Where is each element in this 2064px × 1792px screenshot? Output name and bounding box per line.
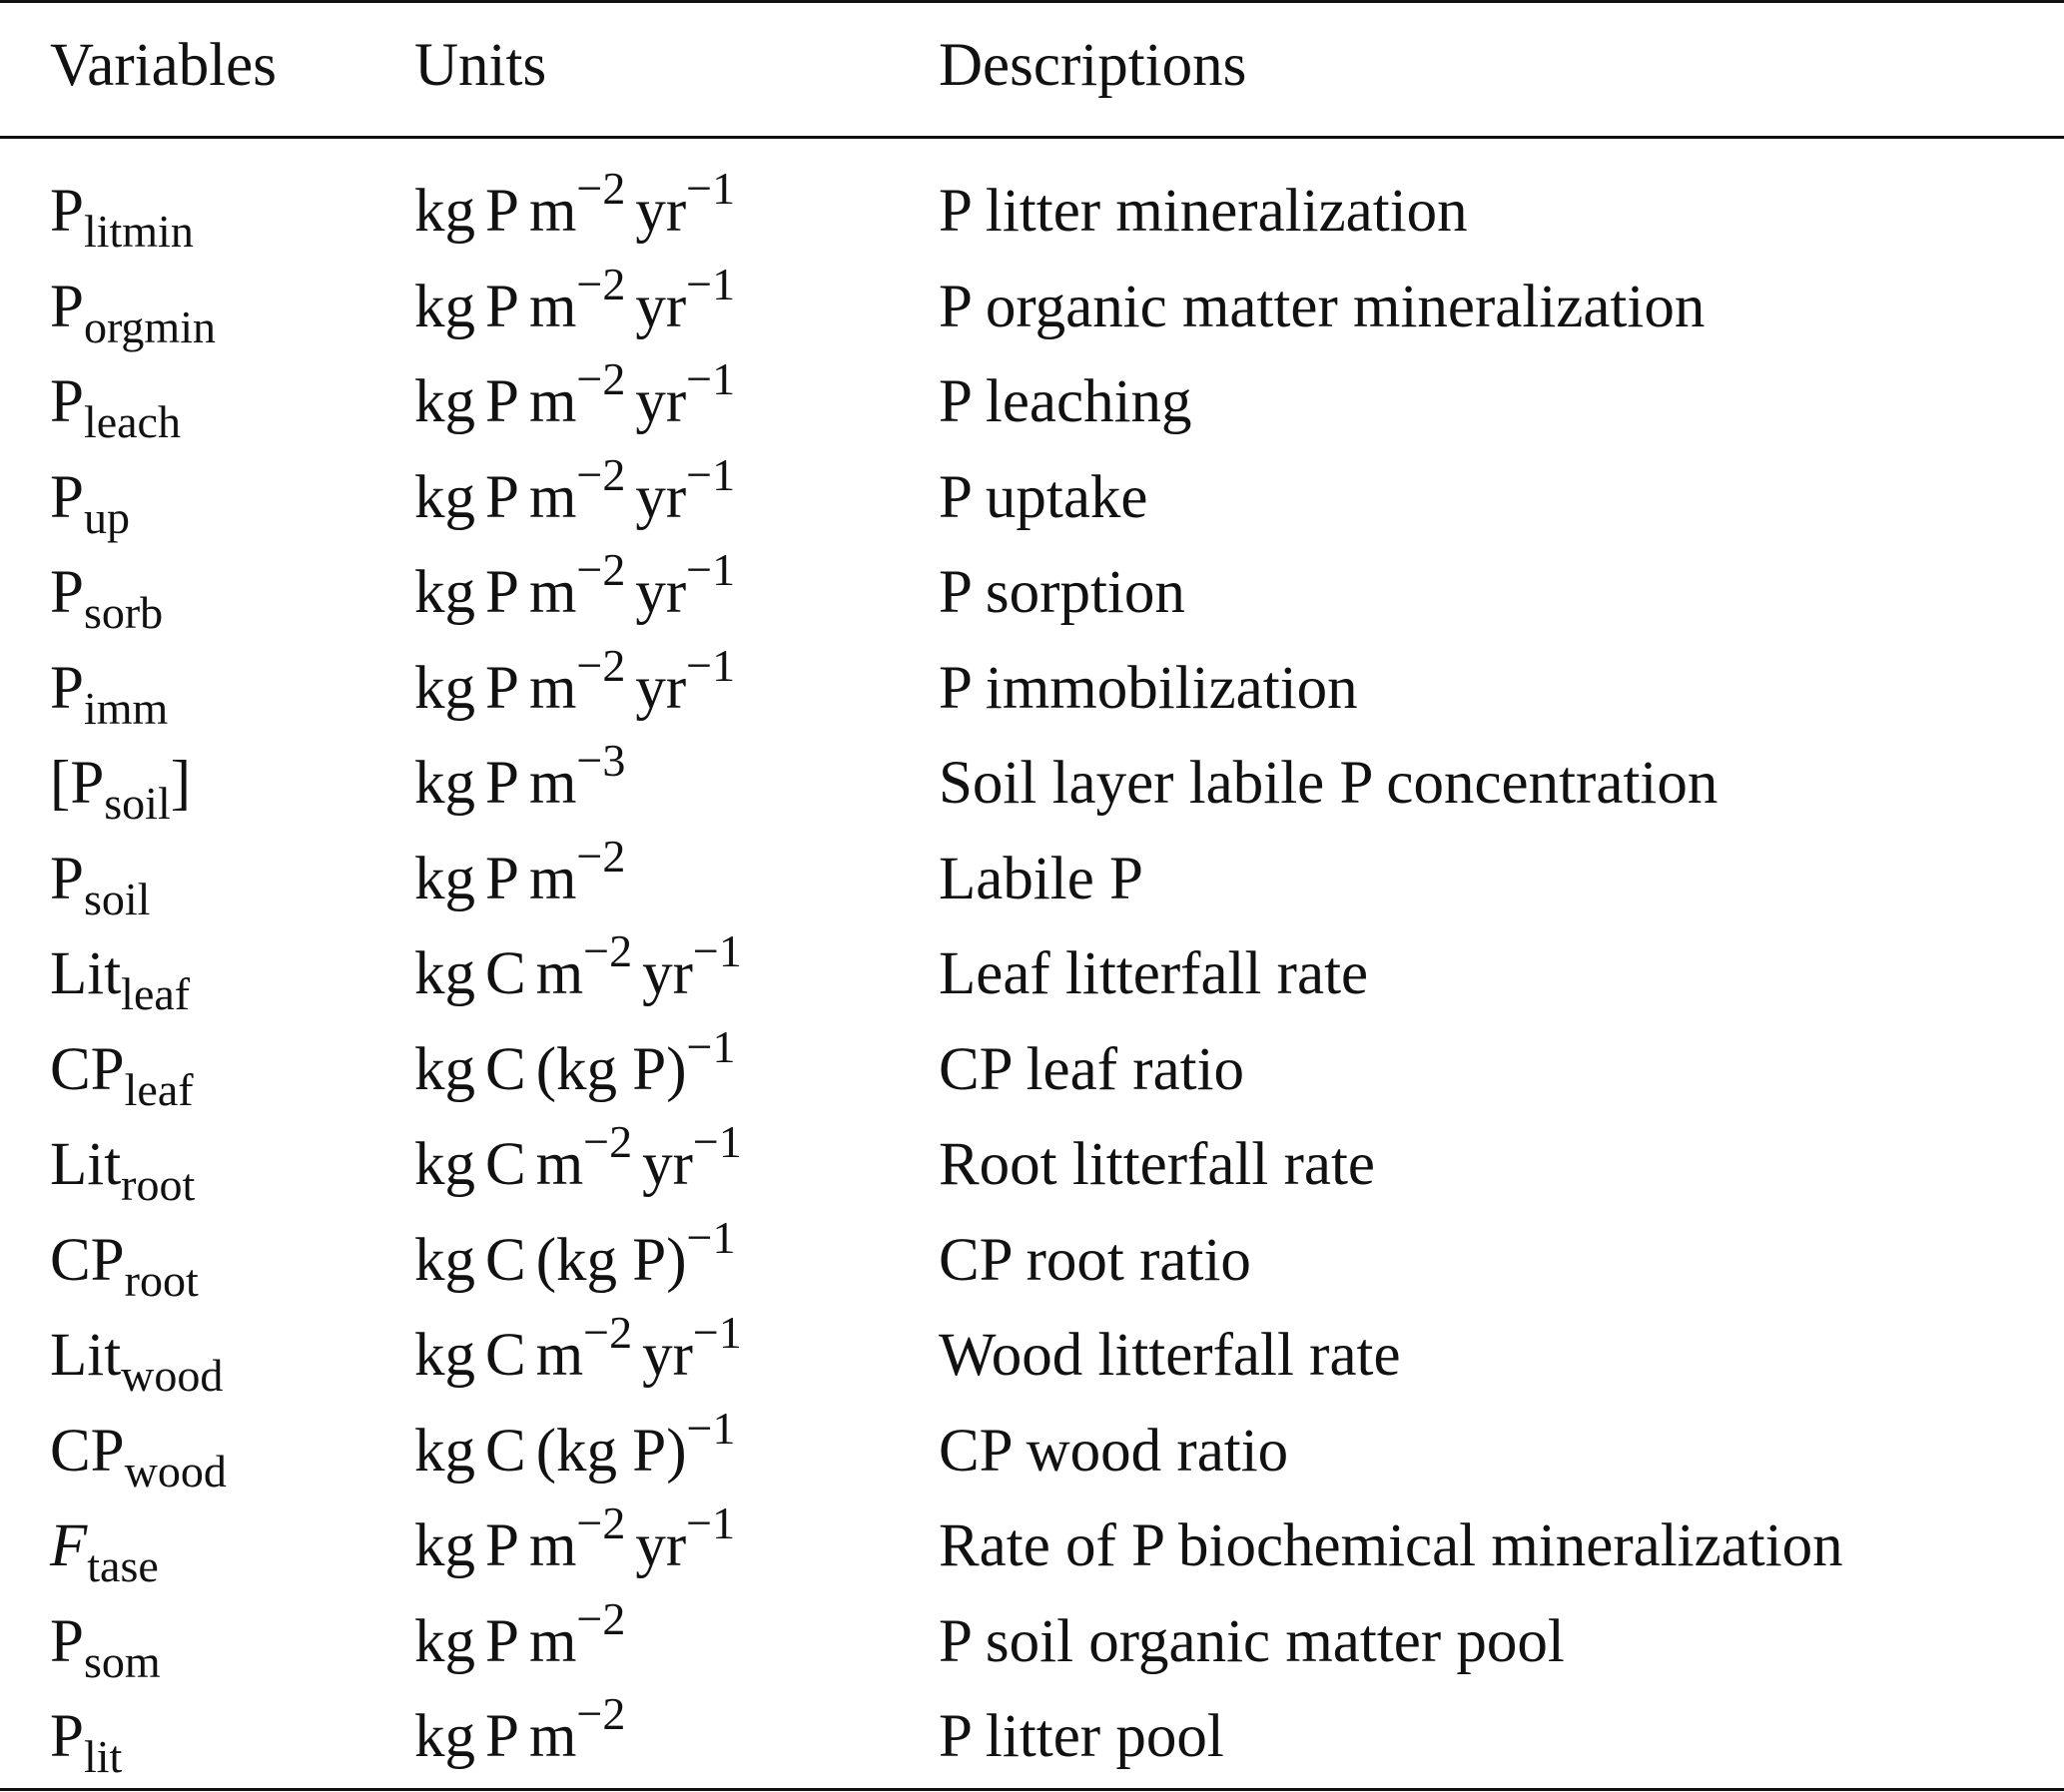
description-cell: P soil organic matter pool (939, 1607, 1565, 1675)
unit-kg: kg (414, 178, 475, 245)
description-cell: P litter mineralization (939, 178, 1468, 245)
unit-yr: yr (635, 178, 687, 245)
unit-element: P (485, 178, 519, 245)
unit-kg: kg (414, 1607, 475, 1675)
variable-subscript: imm (83, 682, 169, 734)
variable-subscript: som (83, 1635, 161, 1687)
unit-kg: kg (414, 1322, 475, 1389)
variable-subscript: up (83, 491, 130, 543)
description-cell: Root litterfall rate (939, 1131, 1376, 1198)
unit-m: m (528, 273, 577, 340)
unit-paren-close: ) (666, 1226, 687, 1294)
unit-paren-open: ( (535, 1226, 557, 1294)
variable-symbol: F (50, 1512, 88, 1579)
variable-symbol: Lit (50, 940, 122, 1007)
unit-m: m (528, 559, 577, 626)
description-cell: Leaf litterfall rate (939, 940, 1369, 1007)
variable-bracket-open: [ (50, 750, 71, 817)
description-cell: P organic matter mineralization (939, 273, 1706, 340)
variable-cell (50, 261, 216, 354)
unit-cell (414, 1309, 742, 1403)
unit-exponent: −2 (576, 1497, 626, 1548)
unit-kg: kg (414, 1512, 475, 1579)
table-row (0, 639, 2064, 736)
unit-kgP: kg P (556, 1226, 667, 1294)
unit-cell (414, 258, 736, 354)
unit-cell (414, 927, 742, 1021)
unit-element: P (485, 463, 519, 531)
table-header-row (0, 18, 2064, 114)
unit-kg: kg (414, 1417, 475, 1485)
table-row (0, 258, 2064, 354)
variable-symbol: P (50, 559, 84, 626)
description-cell: P sorption (939, 559, 1185, 626)
unit-paren-open: ( (535, 1035, 557, 1103)
unit-exponent: −2 (576, 1688, 626, 1739)
unit-exponent: −2 (576, 639, 626, 691)
variable-subscript: soil (104, 778, 171, 829)
unit-kg: kg (414, 1131, 475, 1198)
table-row (0, 1211, 2064, 1308)
table-top-rule (0, 0, 2064, 3)
variable-symbol: P (50, 178, 84, 245)
variable-symbol: P (50, 368, 84, 435)
unit-cell (414, 165, 735, 259)
unit-element: P (485, 1512, 519, 1579)
description-cell: P immobilization (939, 654, 1358, 722)
variable-subscript: sorb (83, 587, 164, 638)
variable-symbol: P (50, 273, 84, 340)
unit-cell (414, 1402, 736, 1498)
unit-cell (414, 639, 736, 736)
unit-paren-close: ) (666, 1417, 687, 1485)
unit-exponent: −2 (583, 1307, 633, 1358)
unit-kgP: kg P (556, 1035, 667, 1103)
unit-cell (414, 1211, 736, 1308)
variable-subscript: leaf (121, 968, 191, 1019)
unit-exponent: −2 (576, 1592, 626, 1644)
table-row (0, 448, 2064, 545)
table-row (0, 1499, 2064, 1593)
unit-element: P (485, 750, 519, 817)
variable-symbol: P (50, 1607, 84, 1675)
variable-subscript: tase (87, 1540, 159, 1591)
header-descriptions: Descriptions (939, 32, 1247, 99)
variable-cell (50, 927, 190, 1021)
unit-exponent: −2 (576, 544, 626, 595)
unit-yr: yr (635, 654, 687, 722)
unit-element: C (485, 940, 526, 1007)
unit-cell (414, 355, 735, 449)
variable-symbol: Lit (50, 1322, 122, 1389)
description-cell: Soil layer labile P concentration (939, 750, 1719, 817)
unit-element: P (485, 1607, 519, 1675)
unit-exponent: −2 (576, 353, 626, 404)
description-cell: CP root ratio (939, 1226, 1251, 1294)
unit-yr: yr (635, 559, 687, 626)
unit-m: m (528, 463, 577, 531)
table-row (0, 1118, 2064, 1212)
unit-m: m (528, 654, 577, 722)
variable-cell (50, 1499, 159, 1593)
unit-m: m (535, 1322, 584, 1389)
unit-exponent: −2 (576, 830, 626, 882)
variable-cell (50, 546, 163, 640)
unit-exponent: −2 (583, 1116, 633, 1167)
table-row (0, 927, 2064, 1021)
unit-exponent: −2 (576, 163, 626, 214)
description-cell: P leaching (939, 368, 1192, 435)
header-units: Units (414, 32, 547, 99)
unit-yr: yr (642, 1131, 693, 1198)
unit-exponent: −1 (686, 258, 736, 309)
unit-kg: kg (414, 368, 475, 435)
variable-cell (50, 1023, 194, 1117)
unit-element: C (485, 1322, 526, 1389)
variable-cell (50, 1309, 223, 1403)
variable-cell (50, 1118, 195, 1212)
table-row (0, 1020, 2064, 1117)
variable-cell (50, 355, 181, 449)
table-row (0, 1309, 2064, 1403)
unit-exponent: −2 (576, 258, 626, 309)
unit-element: P (485, 845, 519, 912)
description-cell: Wood litterfall rate (939, 1322, 1401, 1389)
unit-m: m (535, 1131, 584, 1198)
unit-kg: kg (414, 1226, 475, 1294)
table-row (0, 165, 2064, 259)
unit-cell (414, 1592, 626, 1689)
unit-kg: kg (414, 463, 475, 531)
unit-cell (414, 737, 625, 831)
unit-m: m (528, 1607, 577, 1675)
description-cell: P litter pool (939, 1703, 1224, 1770)
variable-symbol: Lit (50, 1131, 122, 1198)
unit-kg: kg (414, 654, 475, 722)
unit-m: m (528, 750, 577, 817)
unit-exponent: −1 (686, 1020, 736, 1072)
header-variables: Variables (50, 32, 277, 99)
description-cell: Labile P (939, 845, 1143, 912)
variable-cell (50, 1690, 122, 1784)
unit-yr: yr (642, 940, 693, 1007)
unit-m: m (528, 1703, 577, 1770)
variable-symbol: CP (50, 1035, 125, 1103)
unit-kg: kg (414, 273, 475, 340)
variable-bracket-close: ] (170, 750, 192, 817)
variable-cell (50, 1595, 161, 1689)
unit-kgP: kg P (556, 1417, 667, 1485)
unit-exponent: −2 (583, 925, 633, 976)
variable-subscript: lit (83, 1731, 123, 1782)
variable-symbol: CP (50, 1226, 125, 1294)
unit-yr: yr (635, 463, 687, 531)
unit-element: C (485, 1417, 526, 1485)
unit-cell (414, 830, 626, 926)
unit-element: P (485, 368, 519, 435)
variable-symbol: P (50, 845, 84, 912)
variable-symbol: P (70, 750, 105, 817)
table-row (0, 1592, 2064, 1689)
description-cell: P uptake (939, 463, 1148, 531)
unit-paren-close: ) (666, 1035, 687, 1103)
table-row (0, 1690, 2064, 1784)
unit-element: C (485, 1035, 526, 1103)
variable-cell (50, 642, 168, 736)
variable-cell (50, 1405, 227, 1498)
unit-exponent: −1 (692, 1307, 742, 1358)
description-cell: CP wood ratio (939, 1417, 1289, 1485)
table-row (0, 546, 2064, 640)
unit-yr: yr (635, 273, 687, 340)
unit-kg: kg (414, 1035, 475, 1103)
variable-subscript: wood (124, 1445, 227, 1496)
variable-subscript: soil (83, 873, 151, 924)
unit-kg: kg (414, 559, 475, 626)
unit-exponent: −1 (686, 639, 736, 691)
unit-exponent: −1 (686, 544, 736, 595)
unit-kg: kg (414, 1703, 475, 1770)
variable-cell (50, 1214, 199, 1308)
variable-symbol: CP (50, 1417, 125, 1485)
unit-exponent: −1 (686, 448, 736, 500)
table-row (0, 830, 2064, 926)
description-cell: CP leaf ratio (939, 1035, 1245, 1103)
unit-cell (414, 1499, 735, 1593)
variable-subscript: wood (121, 1350, 224, 1401)
unit-cell (414, 546, 735, 640)
unit-element: P (485, 1703, 519, 1770)
unit-cell (414, 1690, 625, 1784)
unit-m: m (528, 368, 577, 435)
unit-exponent: −1 (686, 1497, 736, 1548)
unit-exponent: −1 (692, 925, 742, 976)
variable-subscript: leach (83, 396, 181, 447)
variable-symbol: P (50, 463, 84, 531)
unit-cell (414, 1118, 742, 1212)
unit-m: m (528, 1512, 577, 1579)
unit-cell (414, 1020, 736, 1117)
variable-symbol: P (50, 1703, 84, 1770)
unit-yr: yr (635, 368, 687, 435)
variable-subscript: leaf (124, 1063, 194, 1115)
unit-exponent: −2 (576, 448, 626, 500)
unit-yr: yr (642, 1322, 693, 1389)
unit-exponent: −1 (686, 163, 736, 214)
unit-kg: kg (414, 845, 475, 912)
unit-m: m (528, 178, 577, 245)
unit-kg: kg (414, 940, 475, 1007)
unit-element: P (485, 273, 519, 340)
table-bottom-rule (0, 1788, 2064, 1791)
variable-cell (50, 737, 191, 831)
unit-element: C (485, 1226, 526, 1294)
variable-subscript: root (121, 1159, 196, 1210)
unit-m: m (528, 845, 577, 912)
unit-element: P (485, 559, 519, 626)
variable-subscript: litmin (83, 206, 194, 257)
table-row (0, 737, 2064, 831)
variable-subscript: orgmin (83, 300, 216, 352)
unit-exponent: −1 (686, 1211, 736, 1263)
description-cell: Rate of P biochemical mineralization (939, 1512, 1843, 1579)
unit-paren-open: ( (535, 1417, 557, 1485)
variable-cell (50, 451, 130, 545)
table-row (0, 1402, 2064, 1498)
variable-symbol: P (50, 654, 84, 722)
unit-exponent: −3 (576, 735, 626, 786)
unit-yr: yr (635, 1512, 687, 1579)
table-header-rule (0, 136, 2064, 139)
unit-kg: kg (414, 750, 475, 817)
variable-cell (50, 833, 150, 926)
unit-m: m (535, 940, 584, 1007)
variable-subscript: root (124, 1254, 199, 1306)
unit-element: C (485, 1131, 526, 1198)
unit-cell (414, 448, 736, 545)
unit-element: P (485, 654, 519, 722)
unit-exponent: −1 (692, 1116, 742, 1167)
variable-cell (50, 165, 194, 259)
unit-exponent: −1 (686, 353, 736, 404)
unit-exponent: −1 (686, 1402, 736, 1454)
table-row (0, 355, 2064, 449)
